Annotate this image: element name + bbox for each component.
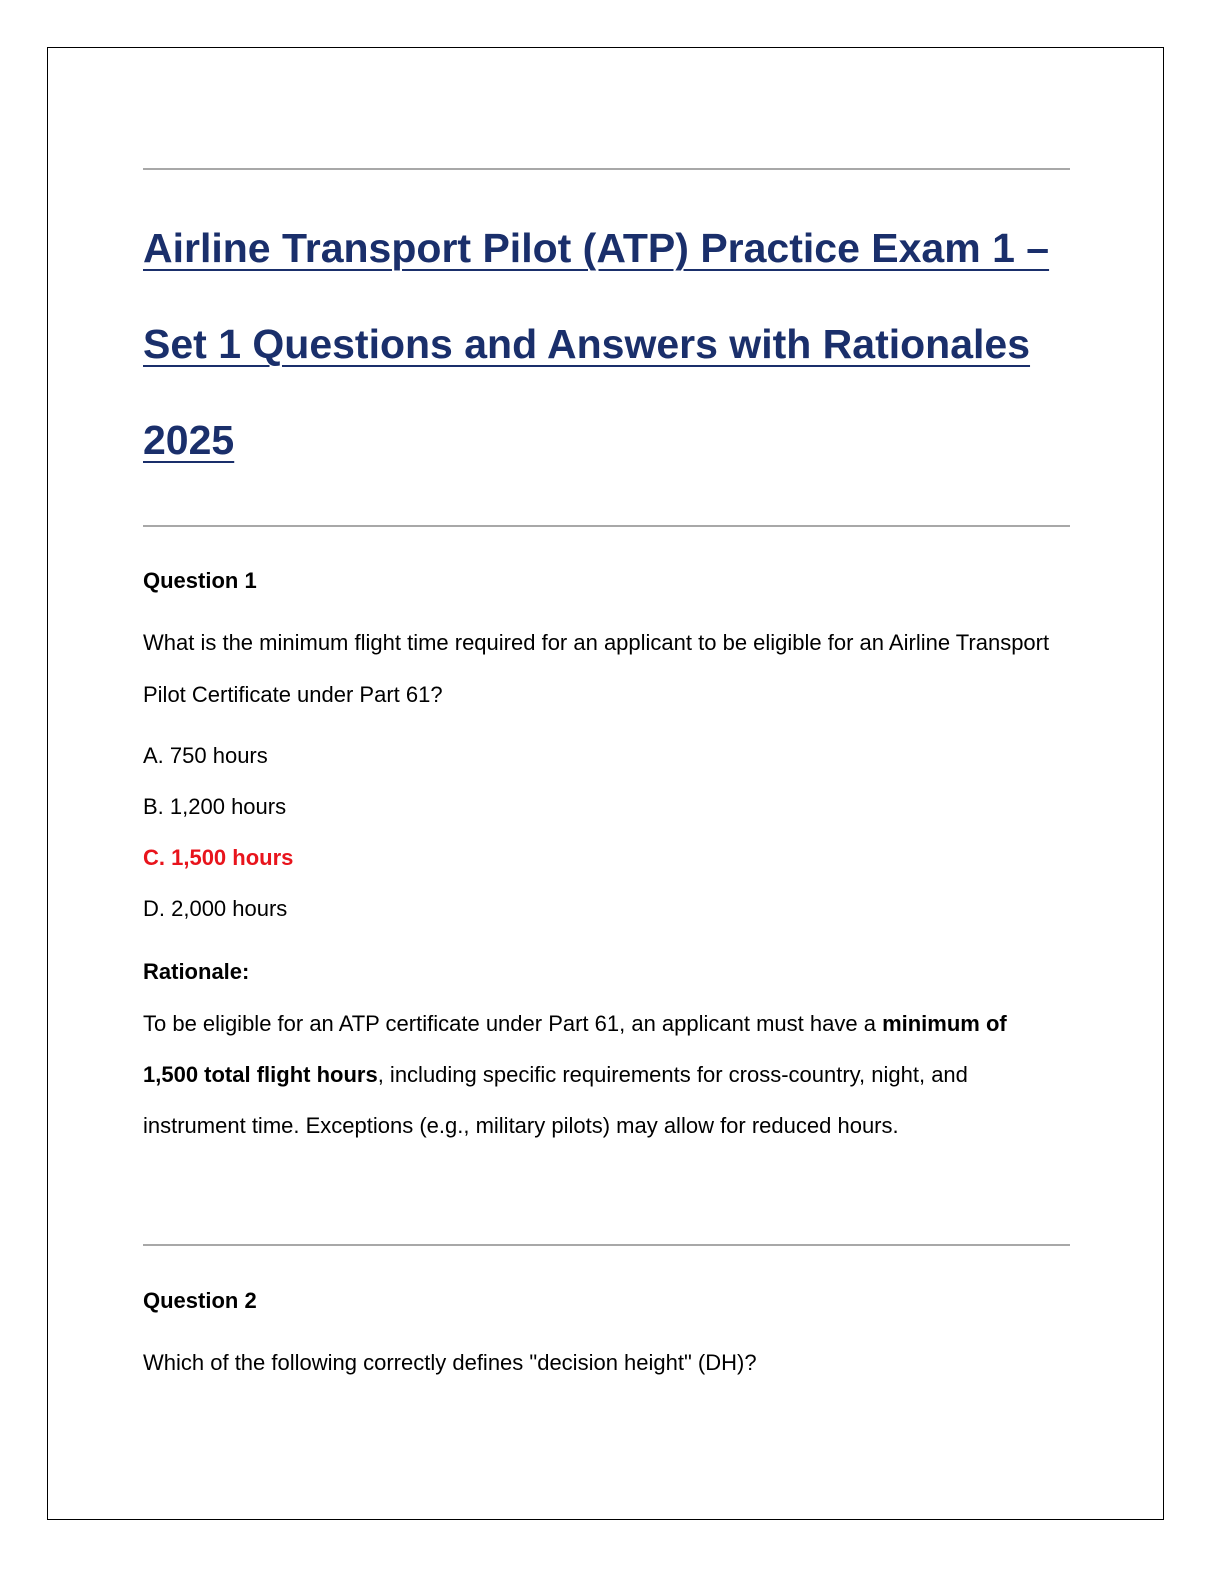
question-divider (143, 1244, 1070, 1246)
question-1-rationale-label: Rationale: (143, 959, 250, 984)
question-2-heading: Question 2 (143, 1288, 257, 1313)
rationale-text-rest: , including specific requirements for cross-country, night, and instrument time. Exceptions (e.g., military pilots) may allow for reduced hours. (143, 1062, 968, 1138)
question-1-heading: Question 1 (143, 568, 257, 593)
rationale-text-intro: To be eligible for an ATP certificate under Part 61, an applicant must have a (143, 1011, 883, 1036)
question-1-option-d: D. 2,000 hours (143, 896, 288, 921)
rationale-text-emphasis: minimum of 1,500 total flight hours (143, 1011, 1007, 1087)
question-1-rationale-text (143, 998, 1058, 1151)
question-1-option-b: B. 1,200 hours (143, 794, 287, 819)
document-title: Airline Transport Pilot (ATP) Practice Exam 1 – Set 1 Questions and Answers with Rationales 2025 (143, 225, 1050, 463)
question-1-option-a: A. 750 hours (143, 743, 268, 768)
question-1-option-c-correct: C. 1,500 hours (143, 845, 294, 870)
title-divider (143, 525, 1070, 527)
question-2-text: Which of the following correctly defines "decision height" (DH)? (143, 1350, 757, 1375)
top-divider (143, 168, 1070, 170)
question-1-text: What is the minimum flight time required for an applicant to be eligible for an Airline Transport Pilot Certificate under Part 61? (143, 630, 1050, 707)
